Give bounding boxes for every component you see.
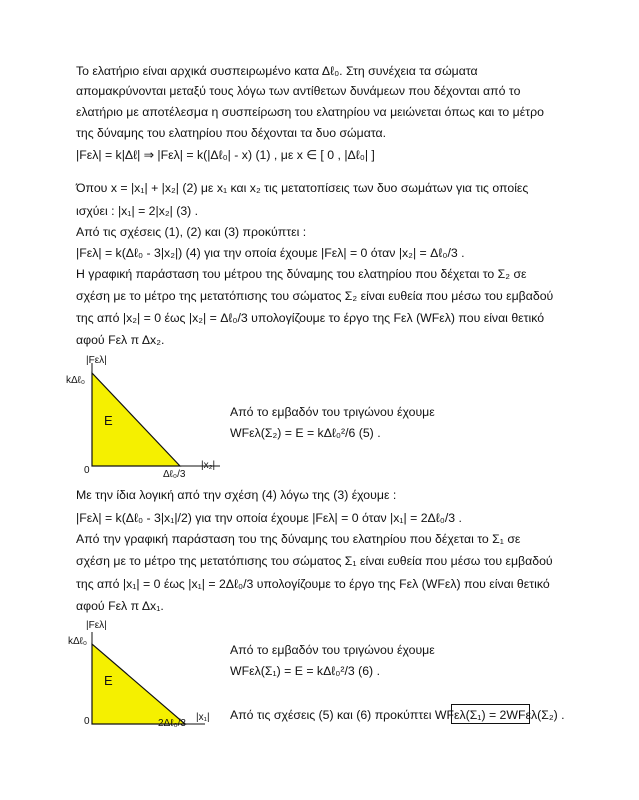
y-axis-label: |Fελ| [86,355,107,366]
text-line-14: Με την ίδια λογική από την σχέση (4) λόγω της (3) έχουμε : [76,488,397,502]
text-line-18: της από |x₁| = 0 έως |x₁| = 2Δℓ₀/3 υπολογίζουμε το έργο της Fελ (WFελ) που είναι θετικό [76,577,550,591]
text-line-10: Η γραφική παράσταση του μέτρου της δύναμης του ελατηρίου που δέχεται το Σ₂ σε [76,267,527,281]
result-line: Από τις σχέσεις (5) και (6) προκύπτει WFελ(Σ₁) = 2WFελ(Σ₂) . [230,708,565,722]
caption-1-line-1: Από το εμβαδόν του τριγώνου έχουμε [230,405,435,419]
caption-1-line-2: WFελ(Σ₂) = E = kΔℓ₀²/6 (5) . [230,426,381,440]
origin-label: 0 [84,465,90,476]
text-line-19: αφού Fελ π Δx₁. [76,599,164,613]
y-axis-label: |Fελ| [86,620,107,631]
text-line-11: σχέση με το μέτρο της μετατόπισης του σώματος Σ₂ είναι ευθεία που μέσω του εμβαδού [76,289,554,303]
text-line-1: Το ελατήριο είναι αρχικά συσπειρωμένο κατα Δℓ₀. Στη συνέχεια τα σώματα [76,64,478,78]
text-line-12: της από |x₂| = 0 έως |x₂| = Δℓ₀/3 υπολογίζουμε το έργο της Fελ (WFελ) που είναι θετικό [76,311,545,325]
equation-4: |Fελ| = k(Δℓ₀ - 3|x₂|) (4) για την οποία έχουμε |Fελ| = 0 όταν |x₂| = Δℓ₀/3 . [76,246,465,260]
equation-1: |Fελ| = k|Δℓ| ⇒ |Fελ| = k(|Δℓ₀| - x) (1) , με x ∈ [ 0 , |Δℓ₀| ] [76,148,375,162]
x-axis-label: |x₁| [196,712,210,723]
text-line-17: σχέση με το μέτρο της μετατόπισης του σώματος Σ₁ είναι ευθεία που μέσω του εμβαδού [76,554,553,568]
text-line-4: της δύναμης του ελατηρίου που δέχονται τα δυο σώματα. [76,126,387,140]
origin-label: 0 [84,716,90,727]
text-line-6: Όπου x = |x₁| + |x₂| (2) με x₁ και x₂ τις μετατοπίσεις των δυο σωμάτων για τις οποίες [76,181,529,195]
text-line-8: Από τις σχέσεις (1), (2) και (3) προκύπτει : [76,225,307,239]
text-line-16: Από την γραφική παράσταση του της δύναμης του ελατηρίου που δέχεται το Σ₁ σε [76,532,521,546]
text-line-7: ισχύει : |x₁| = 2|x₂| (3) . [76,204,199,218]
area-label: E [104,413,113,428]
x-axis-label: |x₂| [201,460,216,471]
equation-5: |Fελ| = k(Δℓ₀ - 3|x₁|/2) για την οποία έχουμε |Fελ| = 0 όταν |x₁| = 2Δℓ₀/3 . [76,511,462,525]
caption-2-line-1: Από το εμβαδόν του τριγώνου έχουμε [230,643,435,657]
area-label: E [104,673,113,688]
y-tick-label: kΔℓ₀ [66,375,86,386]
text-line-3: ελατήριο με αποτέλεσμα η συσπείρωση του ελατηρίου να μειώνεται όπως και το μέτρο [76,105,544,119]
result-box [451,704,530,724]
y-tick-label: kΔℓ₀ [68,636,88,647]
x-tick-label: 2Δℓ₀/3 [158,718,186,729]
text-line-2: απομακρύνονται μεταξύ τους λόγω των αντίθετων δυνάμεων που δέχονται από το [76,84,521,98]
x-tick-label: Δℓ₀/3 [163,469,186,480]
text-line-13: αφού Fελ π Δx₂. [76,333,165,347]
caption-2-line-2: WFελ(Σ₁) = E = kΔℓ₀²/3 (6) . [230,664,380,678]
